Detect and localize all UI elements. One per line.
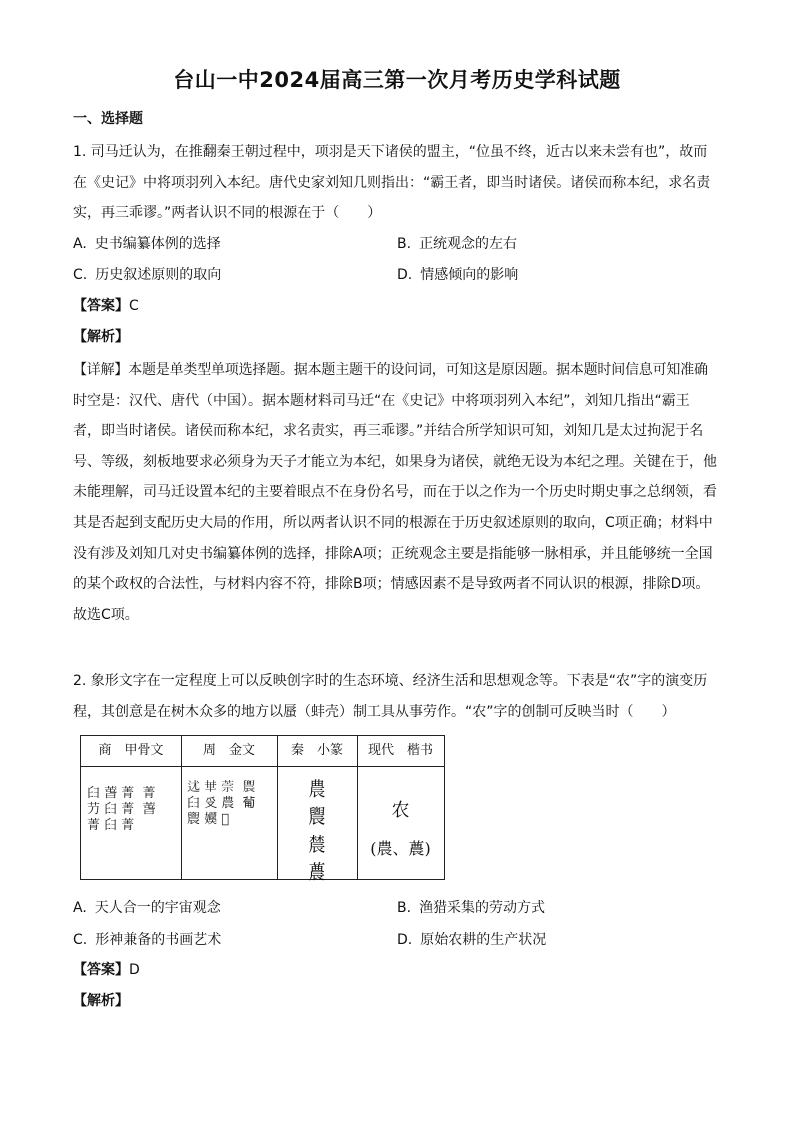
option-text: 渔猎采集的劳动方式 [419,900,546,916]
option-text: 史书编纂体例的选择 [94,236,221,252]
answer-tag: 【答案】 [73,962,129,978]
kaishu-glyph: 农 [391,800,410,821]
xiaozhuan-glyphs: 農 䢉 辳 蕽 [308,778,326,885]
option-letter: B. [397,236,412,252]
kaishu-variants: (農、蕽) [370,839,431,858]
question-1-stem-line: 实，再三乖谬。”两者认识不同的根源在于（ ） [73,205,382,221]
jinwen-glyphs: 𨑫 𠦒 萗 䢉 𦥑 𠬪 農 𤰈 䢉 嬽 𤴍 [187,780,256,827]
q2-analysis-tag [73,991,129,1011]
option-letter: C. [73,267,88,283]
table-header-cell: 商 甲骨文 [98,743,164,758]
page-title: 台山一中2024届高三第一次月考历史学科试题 [173,68,621,92]
option-letter: D. [397,267,413,283]
q1-option-b[interactable] [397,234,517,254]
question-2-stem [73,666,723,727]
detail-line: 时空是：汉代、唐代（中国）。据本题材料司马迁“在《史记》中将项羽列入本纪”，刘知几指出“霸王 [73,392,690,409]
detail-line: 的某个政权的合法性，与材料内容不符，排除B项；情感因素不是导致两者不同认识的根源，排除D项。 [73,576,710,593]
option-text: 情感倾向的影响 [420,267,519,283]
q1-option-c[interactable] [73,265,221,285]
detail-line: 号、等级，刻板地要求必须身为天子才能立为本纪，如果身为诸侯，就绝无设为本纪之理。关键在于，他 [73,453,717,470]
table-header-cell: 周 金文 [202,743,255,758]
answer-tag: 【答案】 [73,298,129,314]
question-1-detail [73,355,723,630]
table-header-cell: 秦 小篆 [290,743,343,758]
detail-line: 故选C项。 [73,606,139,623]
option-letter: C. [73,932,88,948]
q1-option-d[interactable] [397,265,518,285]
answer-value: D [129,962,140,978]
option-text: 原始农耕的生产状况 [420,932,547,948]
question-2-stem-line: 2. 象形文字在一定程度上可以反映创字时的生态环境、经济生活和思想观念等。下表是“农”字的演变历 [73,673,708,689]
kaishu-cell [357,766,444,879]
question-1-stem-line: 在《史记》中将项羽列入本纪。唐代史家刘知几则指出：“霸王者，即当时诸侯。诸侯而称本纪，求名责 [73,174,711,191]
answer-value: C [129,298,139,314]
detail-line: 者，即当时诸侯。诸侯而称本纪，求名责实，再三乖谬。”并结合所学知识可知，刘知几是太过拘泥于名 [73,423,704,440]
question-1-stem [73,137,723,229]
character-evolution-table [80,735,445,885]
table-header-row [81,736,444,767]
q2-option-d[interactable] [397,930,546,950]
detail-line: 没有涉及刘知几对史书编纂体例的选择，排除A项；正统观念主要是指能够一脉相承，并且能够统一全国 [73,545,713,562]
option-letter: A. [73,236,87,252]
q1-analysis-tag [73,327,129,347]
q2-option-c[interactable] [73,930,221,950]
q1-answer [73,296,139,316]
detail-line: 其是否起到支配历史大局的作用，所以两者认识不同的根源在于历史叙述原则的取向，C项正确；材料中 [73,514,713,531]
q1-option-a[interactable] [73,234,221,254]
analysis-tag: 【解析】 [73,993,129,1009]
option-letter: B. [397,900,412,916]
q2-option-a[interactable] [73,898,221,918]
option-text: 历史叙述原则的取向 [95,267,222,283]
table-divider [181,736,182,879]
option-text: 形神兼备的书画艺术 [95,932,222,948]
analysis-tag: 【解析】 [73,329,129,345]
detail-line: 未能理解，司马迁设置本纪的主要着眼点不在身份名号，而在于以之作为一个历史时期史事之总纲领，看 [73,484,717,501]
q2-option-b[interactable] [397,898,545,918]
question-2-stem-line: 程，其创意是在树木众多的地方以蜃（蚌壳）制工具从事劳作。“农”字的创制可反映当时（ ） [73,703,676,720]
jiaguwen-glyphs: 𦥑 萅 菁 菁 芀 𦥑 菁 萅 菁 𦥑 菁 [87,786,156,833]
option-text: 正统观念的左右 [419,236,518,252]
table-header-cell: 现代 楷书 [367,743,433,758]
q2-answer [73,960,140,980]
option-letter: A. [73,900,87,916]
section-heading: 一、选择题 [73,111,143,127]
option-text: 天人合一的宇宙观念 [94,900,221,916]
question-1-stem-line: 1. 司马迁认为，在推翻秦王朝过程中，项羽是天下诸侯的盟主，“位虽不终，近古以来未尝有也”，故而 [73,144,708,160]
detail-line: 【详解】本题是单类型单项选择题。据本题主题干的设问词，可知这是原因题。据本题时间信息可知准确 [73,362,708,378]
option-letter: D. [397,932,413,948]
